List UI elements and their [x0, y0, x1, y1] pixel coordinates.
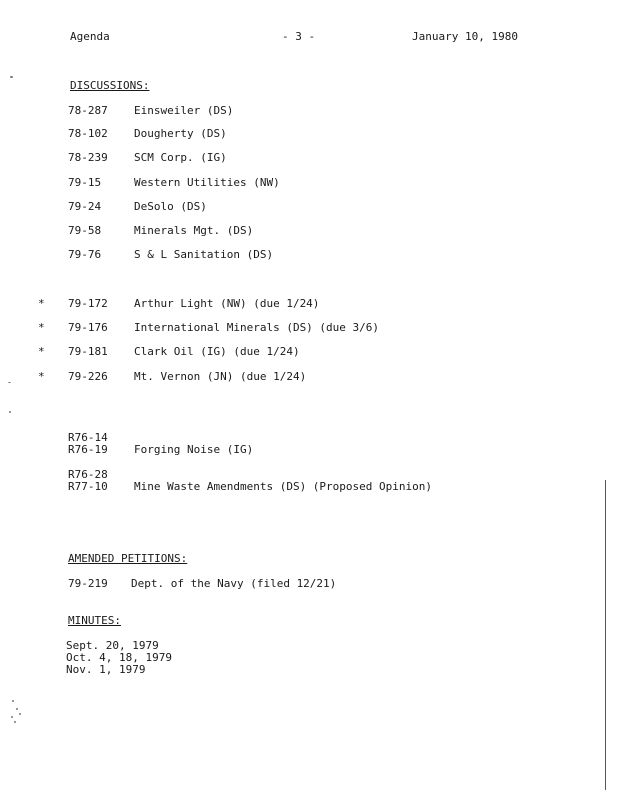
item-text: Dept. of the Navy (filed 12/21) — [131, 577, 337, 590]
item-text: Mt. Vernon (JN) (due 1/24) — [134, 370, 307, 383]
item-text: Minerals Mgt. (DS) — [134, 224, 254, 237]
remand-number: R76-28 — [68, 468, 108, 481]
item-text: International Minerals (DS) (due 3/6) — [134, 321, 380, 334]
remand-text: Mine Waste Amendments (DS) (Proposed Opinion) — [134, 480, 433, 493]
item-number: 79-76 — [68, 248, 102, 261]
item-number: 79-172 — [68, 297, 108, 310]
item-number: 79-24 — [68, 200, 102, 213]
star-marker: * — [38, 345, 45, 358]
scan-speck — [11, 716, 13, 718]
minutes-date: Oct. 4, 18, 1979 — [66, 651, 172, 664]
remand-text: Forging Noise (IG) — [134, 443, 254, 456]
minutes-date: Nov. 1, 1979 — [66, 663, 146, 676]
minutes-date: Sept. 20, 1979 — [66, 639, 159, 652]
remand-number: R76-14 — [68, 431, 108, 444]
item-number: 78-287 — [68, 104, 108, 117]
item-number: 79-219 — [68, 577, 108, 590]
scan-speck — [19, 713, 21, 715]
item-number: 78-239 — [68, 151, 108, 164]
item-text: DeSolo (DS) — [134, 200, 207, 213]
item-text: Arthur Light (NW) (due 1/24) — [134, 297, 320, 310]
star-marker: * — [38, 297, 45, 310]
item-text: S & L Sanitation (DS) — [134, 248, 274, 261]
item-number: 79-181 — [68, 345, 108, 358]
scan-speck — [16, 708, 18, 710]
scan-speck — [14, 721, 16, 723]
discussions-heading: DISCUSSIONS: — [70, 79, 150, 92]
item-text: SCM Corp. (IG) — [134, 151, 227, 164]
scan-speck — [9, 411, 11, 413]
header-left: Agenda — [70, 30, 110, 43]
scan-speck — [10, 76, 13, 78]
remand-number: R77-10 — [68, 480, 108, 493]
item-text: Clark Oil (IG) (due 1/24) — [134, 345, 300, 358]
item-number: 79-58 — [68, 224, 102, 237]
item-number: 79-176 — [68, 321, 108, 334]
page-number: - 3 - — [282, 30, 316, 43]
item-text: Dougherty (DS) — [134, 127, 227, 140]
star-marker: * — [38, 370, 45, 383]
header-date: January 10, 1980 — [412, 30, 518, 43]
scan-speck — [12, 700, 14, 702]
minutes-heading: MINUTES: — [68, 614, 121, 627]
item-number: 79-15 — [68, 176, 102, 189]
scan-edge-line — [605, 480, 606, 790]
item-text: Einsweiler (DS) — [134, 104, 234, 117]
amended-petitions-heading: AMENDED PETITIONS: — [68, 552, 188, 565]
item-text: Western Utilities (NW) — [134, 176, 280, 189]
item-number: 78-102 — [68, 127, 108, 140]
scan-speck — [8, 382, 11, 383]
item-number: 79-226 — [68, 370, 108, 383]
remand-number: R76-19 — [68, 443, 108, 456]
star-marker: * — [38, 321, 45, 334]
